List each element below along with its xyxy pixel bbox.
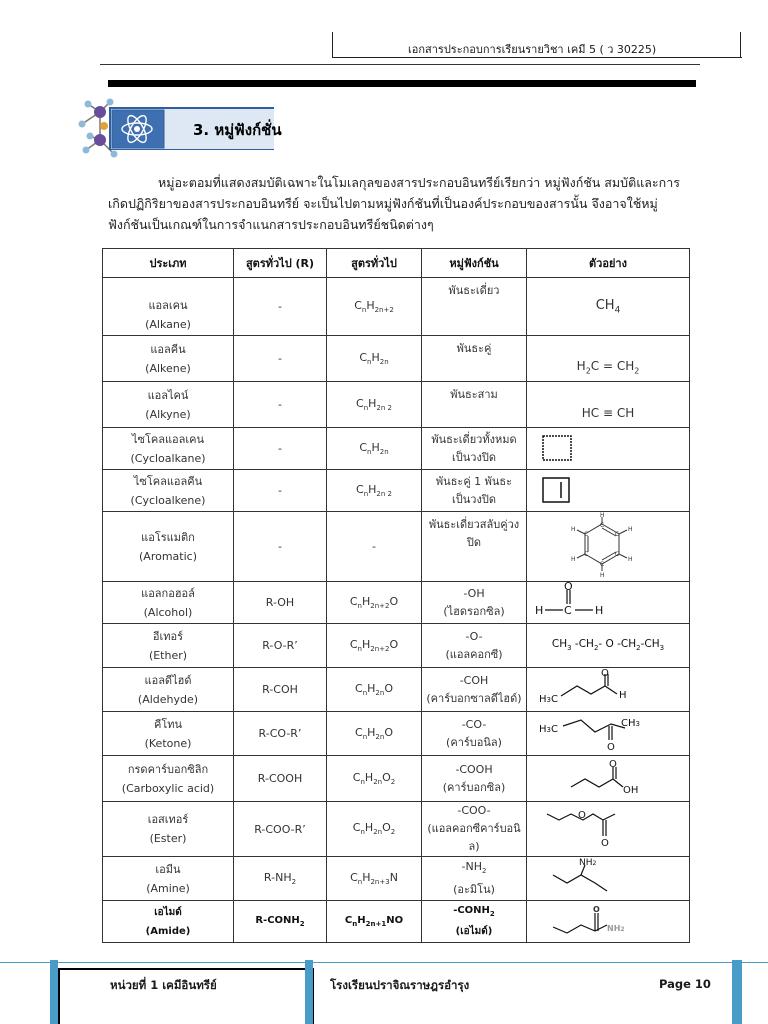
svg-text:O: O bbox=[578, 809, 586, 821]
type-th: แอลไคน์ bbox=[147, 388, 189, 402]
type-en: (Alcohol) bbox=[143, 605, 193, 619]
general-formula: $C_nH_{2n 2}$ bbox=[327, 470, 422, 512]
formula-r: R-COO-R’ bbox=[234, 802, 327, 857]
type-en: (Alkyne) bbox=[145, 407, 191, 421]
cyclobutene-structure bbox=[539, 474, 575, 504]
formula-r: - bbox=[234, 512, 327, 582]
formula-r: - bbox=[234, 470, 327, 512]
type-th: แอโรแมติก bbox=[141, 530, 195, 544]
example bbox=[527, 668, 690, 712]
type-en: (Aromatic) bbox=[139, 549, 197, 563]
svg-text:C: C bbox=[615, 551, 620, 558]
header-functional-group: หมู่ฟังก์ชัน bbox=[422, 249, 527, 278]
formula-r: R-CO-R’ bbox=[234, 712, 327, 756]
footer-school: โรงเรียนปราจิณราษฎรอำรุง bbox=[330, 978, 470, 992]
amine-structure bbox=[549, 857, 619, 897]
svg-text:C: C bbox=[615, 531, 620, 538]
svg-text:C: C bbox=[584, 531, 589, 538]
formula-r: - bbox=[234, 382, 327, 428]
amide-structure bbox=[549, 901, 639, 939]
type-th: กรดคาร์บอกซิลิก bbox=[127, 762, 209, 776]
general-formula: $C_nH_{2n}$ bbox=[327, 336, 422, 382]
formula-r: - bbox=[234, 278, 327, 336]
footer-left-accent bbox=[50, 960, 58, 1024]
type-en: (Ketone) bbox=[144, 736, 192, 750]
header-thick-divider bbox=[108, 80, 696, 87]
table-header-row bbox=[103, 249, 690, 278]
header-right-rule bbox=[740, 32, 741, 58]
footer-mid-accent bbox=[305, 960, 313, 1024]
svg-text:O: O bbox=[601, 837, 609, 848]
svg-text:H: H bbox=[571, 556, 576, 563]
example bbox=[527, 802, 690, 857]
alcohol-structure bbox=[533, 582, 613, 620]
functional-group: -O- (แอลคอกซี) bbox=[422, 624, 527, 668]
functional-group: -CO- (คาร์บอนิล) bbox=[422, 712, 527, 756]
table-row bbox=[103, 802, 690, 857]
table-row bbox=[103, 336, 690, 382]
type-th: แอลดีไฮด์ bbox=[144, 673, 192, 687]
functional-group: -OH (ไฮดรอกซิล) bbox=[422, 582, 527, 624]
svg-text:C: C bbox=[600, 561, 605, 568]
example bbox=[527, 470, 690, 512]
type-th: เอสเทอร์ bbox=[147, 813, 189, 826]
formula-r: - bbox=[234, 428, 327, 470]
table-row bbox=[103, 470, 690, 512]
type-en: (Ester) bbox=[149, 832, 187, 845]
aldehyde-structure bbox=[537, 668, 647, 708]
table-row bbox=[103, 624, 690, 668]
general-formula: - bbox=[327, 512, 422, 582]
svg-text:O: O bbox=[564, 582, 573, 593]
general-formula: $C_nH_{2n+2}$ bbox=[327, 278, 422, 336]
example bbox=[527, 512, 690, 582]
footer-rule bbox=[0, 962, 768, 963]
type-th: คีโทน bbox=[153, 717, 183, 731]
general-formula: $C_nH_{2n}$ bbox=[327, 428, 422, 470]
example: $CH_4$ bbox=[527, 278, 690, 336]
functional-group-table bbox=[102, 248, 690, 943]
functional-group: $-NH_2$ (อะมิโน) bbox=[422, 857, 527, 901]
functional-group: พันธะเดี่ยวสลับคู่วง ปิด bbox=[422, 512, 527, 582]
type-en: (Aldehyde) bbox=[137, 692, 199, 706]
functional-group: -COH (คาร์บอกซาลดีไฮด์) bbox=[422, 668, 527, 712]
table-row bbox=[103, 668, 690, 712]
svg-text:O: O bbox=[601, 668, 609, 679]
svg-text:H: H bbox=[619, 690, 627, 701]
type-th: แอลกอฮอล์ bbox=[141, 586, 195, 600]
example bbox=[527, 582, 690, 624]
type-en: (Amine) bbox=[146, 881, 190, 895]
example bbox=[527, 712, 690, 756]
cyclobutane-structure bbox=[539, 432, 575, 462]
table-row bbox=[103, 582, 690, 624]
header-left-rule bbox=[332, 32, 333, 58]
general-formula: $C_nH_{2n}O_2$ bbox=[327, 802, 422, 857]
example bbox=[527, 756, 690, 802]
functional-group: พันธะสาม bbox=[422, 382, 527, 428]
example bbox=[527, 428, 690, 470]
formula-r: - bbox=[234, 336, 327, 382]
type-en: (Carboxylic acid) bbox=[121, 781, 215, 795]
ester-structure bbox=[545, 808, 635, 848]
example: HC ≡ CH bbox=[527, 382, 690, 428]
svg-text:H: H bbox=[595, 604, 604, 617]
footer-right-accent bbox=[732, 960, 742, 1024]
functional-group: พันธะเดี่ยว bbox=[422, 278, 527, 336]
formula-r: $R-CONH_2$ bbox=[234, 901, 327, 943]
svg-text:H: H bbox=[628, 526, 633, 533]
general-formula: $C_nH_{2n+1}NO$ bbox=[327, 901, 422, 943]
functional-group: -COO- (แอลคอกซีคาร์บอนิล) bbox=[422, 802, 527, 857]
header-example: ตัวอย่าง bbox=[527, 249, 690, 278]
type-th: ไซโคลแอลคีน bbox=[133, 474, 203, 488]
svg-text:O: O bbox=[607, 742, 615, 752]
type-en: (Alkene) bbox=[145, 361, 191, 375]
svg-text:C: C bbox=[564, 604, 572, 617]
svg-text:H: H bbox=[600, 512, 605, 519]
svg-text:H: H bbox=[571, 526, 576, 533]
svg-text:NH2: NH2 bbox=[607, 924, 625, 933]
type-en: (Ether) bbox=[148, 648, 188, 662]
type-en: (Amide) bbox=[145, 925, 191, 937]
table-row bbox=[103, 512, 690, 582]
header-general-formula: สูตรทั่วไป bbox=[327, 249, 422, 278]
type-th: เอมีน bbox=[155, 862, 181, 876]
header-general-formula-r: สูตรทั่วไป (R) bbox=[234, 249, 327, 278]
svg-text:NH2: NH2 bbox=[579, 858, 597, 868]
section-title: 3. หมู่ฟังก์ชั่น bbox=[193, 121, 282, 139]
header-type: ประเภท bbox=[103, 249, 234, 278]
type-en: (Alkane) bbox=[145, 317, 191, 331]
footer-unit: หน่วยที่ 1 เคมีอินทรีย์ bbox=[110, 978, 217, 992]
table-row bbox=[103, 428, 690, 470]
carboxylic-acid-structure bbox=[567, 757, 657, 797]
example: $CH_3$ $-CH_2-$ O $-CH_2-CH_3$ bbox=[527, 624, 690, 668]
intro-line-3: ฟังก์ชันเป็นเกณฑ์ในการจำแนกสารประกอบอินทรีย์ชนิดต่างๆ bbox=[108, 217, 434, 232]
formula-r: R-O-R’ bbox=[234, 624, 327, 668]
functional-group: $-CONH_2$ (เอไมด์) bbox=[422, 901, 527, 943]
example: $H_2C = CH_2$ bbox=[527, 336, 690, 382]
svg-text:O: O bbox=[609, 759, 617, 770]
general-formula: $C_nH_{2n}O$ bbox=[327, 712, 422, 756]
general-formula: $C_nH_{2n+2}O$ bbox=[327, 582, 422, 624]
svg-text:H3C: H3C bbox=[539, 694, 558, 705]
type-th: แอลเคน bbox=[148, 298, 188, 312]
table-row bbox=[103, 857, 690, 901]
footer-page-number: Page 10 bbox=[659, 977, 711, 991]
atom-icon bbox=[118, 110, 156, 148]
table-row bbox=[103, 756, 690, 802]
formula-r: R-COH bbox=[234, 668, 327, 712]
header-thin-divider bbox=[100, 64, 700, 65]
type-th: ไซโคลแอลเคน bbox=[131, 432, 205, 446]
type-en: (Cycloalkene) bbox=[130, 493, 206, 507]
type-th: แอลคีน bbox=[150, 342, 186, 356]
svg-text:H: H bbox=[628, 556, 633, 563]
type-th: เอไมด์ bbox=[154, 906, 182, 918]
example bbox=[527, 901, 690, 943]
intro-line-2: เกิดปฏิกิริยาของสารประกอบอินทรีย์ จะเป็นไปตามหมู่ฟังก์ชันที่เป็นองค์ประกอบของสารนั้น จึงอาจใช้หมู่ bbox=[108, 196, 658, 211]
general-formula: $C_nH_{2n}O$ bbox=[327, 668, 422, 712]
benzene-structure bbox=[567, 512, 637, 578]
general-formula: $C_nH_{2n+3}N$ bbox=[327, 857, 422, 901]
table-row bbox=[103, 901, 690, 943]
svg-text:CH3: CH3 bbox=[621, 718, 640, 729]
svg-text:H3C: H3C bbox=[539, 724, 558, 735]
ketone-structure bbox=[537, 712, 657, 752]
document-title: เอกสารประกอบการเรียนรายวิชา เคมี 5 ( ว 30225) bbox=[408, 43, 657, 56]
svg-text:C: C bbox=[600, 522, 605, 529]
example bbox=[527, 857, 690, 901]
functional-group: พันธะเดี่ยวทั้งหมด เป็นวงปิด bbox=[422, 428, 527, 470]
intro-line-1: หมู่อะตอมที่แสดงสมบัติเฉพาะในโมเลกุลของสารประกอบอินทรีย์เรียกว่า หมู่ฟังก์ชัน สมบัติและการ bbox=[158, 175, 680, 190]
general-formula: $C_nH_{2n+2}O$ bbox=[327, 624, 422, 668]
table-row bbox=[103, 278, 690, 336]
general-formula: $C_nH_{2n}O_2$ bbox=[327, 756, 422, 802]
header-underline bbox=[332, 57, 742, 58]
svg-text:C: C bbox=[584, 551, 589, 558]
table-row bbox=[103, 712, 690, 756]
svg-text:H: H bbox=[600, 572, 605, 578]
type-en: (Cycloalkane) bbox=[130, 451, 206, 465]
formula-r: R-OH bbox=[234, 582, 327, 624]
functional-group: พันธะคู่ 1 พันธะ เป็นวงปิด bbox=[422, 470, 527, 512]
svg-text:OH: OH bbox=[623, 785, 639, 796]
svg-text:H: H bbox=[535, 604, 544, 617]
functional-group: พันธะคู่ bbox=[422, 336, 527, 382]
table-row bbox=[103, 382, 690, 428]
functional-group: -COOH (คาร์บอกซิล) bbox=[422, 756, 527, 802]
general-formula: $C_nH_{2n 2}$ bbox=[327, 382, 422, 428]
formula-r: R-COOH bbox=[234, 756, 327, 802]
formula-r: $R-NH_2$ bbox=[234, 857, 327, 901]
type-th: อีเทอร์ bbox=[152, 629, 184, 643]
svg-text:O: O bbox=[593, 905, 600, 914]
